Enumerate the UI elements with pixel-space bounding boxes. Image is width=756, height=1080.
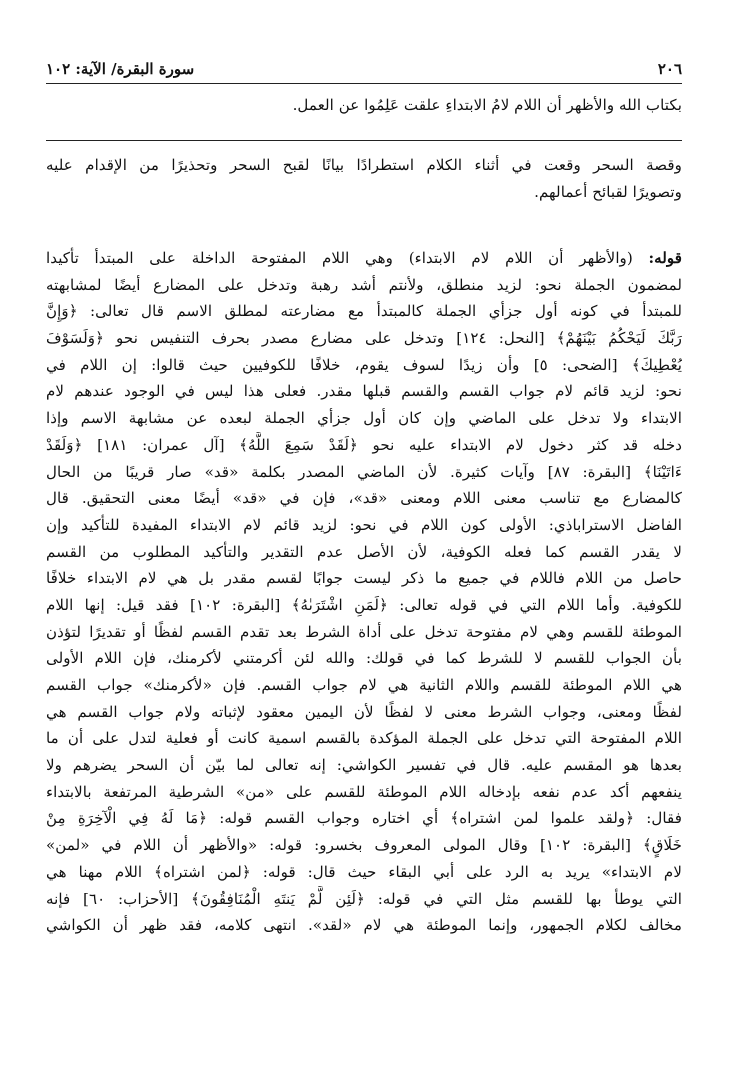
text-line: نحو: لزيد قائم لام جواب القسم والقسم قبلها مقدر. فعلى هذا ليس في الوجود عندهم لام	[46, 382, 682, 401]
text-line: وقصة السحر وقعت في أثناء الكلام استطرادًا بيانًا لقبح السحر وتحذيرًا من الإقدام عليه	[46, 156, 682, 174]
text-line: ءَاتَيْنَا﴾ [البقرة: ٨٧] وآيات كثيرة. لأن الماضي المصدر بكلمة «قد» صار قريبًا من الحال	[46, 462, 682, 481]
text-line: رَبَّكَ لَيَحْكُمُ بَيْنَهُمْ﴾ [النحل: ١٢٤] وتدخل على مضارع مصدر بحرف التنفيس نحو ﴿وَلَسَوْفَ	[46, 329, 682, 348]
text-line: فقال: ﴿ولقد علموا لمن اشتراه﴾ أي اختاره وجواب القسم قوله: ﴿مَا لَهُ فِي الْآخِرَةِ مِنْ	[46, 809, 682, 828]
text-line-first	[46, 245, 682, 272]
text-line: للمبتدأ في كونه أول جزأي الجملة كالمبتدأ مع مضارعته لمطلق الاسم قال تعالى: ﴿وَإِنَّ	[46, 302, 682, 321]
text-line: لام الابتداء» يريد به الرد على أبي البقاء حيث قال: قوله: ﴿لمن اشتراه﴾ اللام مهنا هي	[46, 862, 682, 881]
book-page	[46, 0, 682, 1080]
text-line: وتصويرًا لقبائح أعمالهم.	[534, 182, 682, 201]
text-line: الموطئة للقسم وهي لام مفتوحة تدخل على أداة الشرط بعد تقدم القسم لفظًا أو تقديرًا لتؤذن	[46, 622, 682, 641]
continued-text-block	[46, 92, 682, 119]
text-line: لمضمون الجملة نحو: لزيد منطلق، ولأنتم أشد رهبة وتدخل على المضارع أيضًا لمشابهته	[46, 275, 682, 294]
paragraph-1	[46, 152, 682, 205]
text-line: دخله قد كثر دخول لام الابتداء عليه نحو ﴿لَقَدْ سَمِعَ اللَّهُ﴾ [آل عمران: ١٨١] ﴿وَلَقَدْ	[46, 435, 682, 454]
text-line: بكتاب الله والأظهر أن اللام لامُ الابتداءِ علقت عَلِمُوا عن العمل.	[292, 96, 682, 114]
text-line: التي يوطأ بها للقسم مثل التي في قوله: ﴿لَئِن لَّمْ يَنتَهِ الْمُنَافِقُونَ﴾ [الأحزاب: ٦٠] فإنه	[46, 889, 682, 908]
text-line: مخالف لكلام الجمهور، وإنما الموطئة هي لام «لقد». انتهى كلامه، فقد ظهر أن الكواشي	[46, 916, 682, 935]
text-line: لا يقدر القسم كما فعله الكوفية، لأن الأصل عدم التقدير والتأكيد المطلوب من القسم	[46, 542, 682, 561]
text-line: بأن الجواب للقسم لا للشرط كما في قولك: والله لئن أكرمتني لأكرمنك، فإن اللام الأولى	[46, 649, 682, 668]
text-line: هي اللام الموطئة للقسم واللام الثانية هي لام جواب القسم. فإن «لأكرمنك» جواب القسم	[46, 676, 682, 694]
paragraph-2	[46, 245, 682, 939]
text-line: ينفعهم أكد عدم نفعه بإدخاله اللام الموطئة للقسم على «من» الشرطية المرتفعة بالابتداء	[46, 782, 682, 801]
text-line: لفظًا ومعنى، وجواب الشرط معنى لا لفظًا لأن اليمين معقود لإثباته ولام جواب القسم هي	[46, 702, 682, 721]
lead-word: قوله:	[648, 249, 682, 267]
running-title: سورة البقرة/ الآية: ١٠٢	[46, 60, 195, 78]
text-line: حاصل من اللام فاللام في جميع ما ذكر ليست جوابًا لقسم مقدر بل هي لام الابتداء خلافًا	[46, 569, 682, 588]
text-line: اللام المفتوحة التي تدخل على الجملة المؤكدة بالقسم اسمية كانت أو فعلية لتدل على أن ما	[46, 729, 682, 748]
separator-rule	[46, 140, 682, 141]
header-rule	[46, 83, 682, 84]
text-line: يُعْطِيكَ﴾ [الضحى: ٥] وأن زيدًا لسوف يقوم، خلافًا للكوفيين حيث قالوا: إن اللام في	[46, 355, 682, 374]
text-line: كالمضارع مع تناسب معنى اللام ومعنى «قد»، فإن في «قد» أيضًا معنى التحقيق. قال	[46, 489, 682, 508]
text-line: بعدها هو المقسم عليه. قال في تفسير الكواشي: إنه تعالى لما بيّن أن السحر يضرهم ولا	[46, 756, 682, 775]
page-header	[46, 60, 682, 82]
text-line: الفاضل الاستراباذي: الأولى كون اللام في نحو: لزيد قائم لام الابتداء المفيدة للتأكيد وإن	[46, 515, 682, 534]
text-line-content: (والأظهر أن اللام لام الابتداء) وهي اللام المفتوحة الداخلة على المبتدأ تأكيدا	[46, 249, 633, 267]
page-number: ٢٠٦	[657, 60, 682, 78]
text-line: خَلَاقٍ﴾ [البقرة: ١٠٢] وقال المولى المعروف بخسرو: قوله: «والأظهر أن اللام في «لمن»	[46, 836, 682, 855]
text-line: الابتداء ولا تدخل على الماضي وإن كان أول جزأي الجملة لبعده عن مشابهة الاسم وإذا	[46, 409, 682, 428]
text-line: للكوفية. وأما اللام التي في قوله تعالى: ﴿لَمَنِ اشْتَرَىٰهُ﴾ [البقرة: ١٠٢] فقد قيل: إنها اللام	[46, 595, 682, 614]
